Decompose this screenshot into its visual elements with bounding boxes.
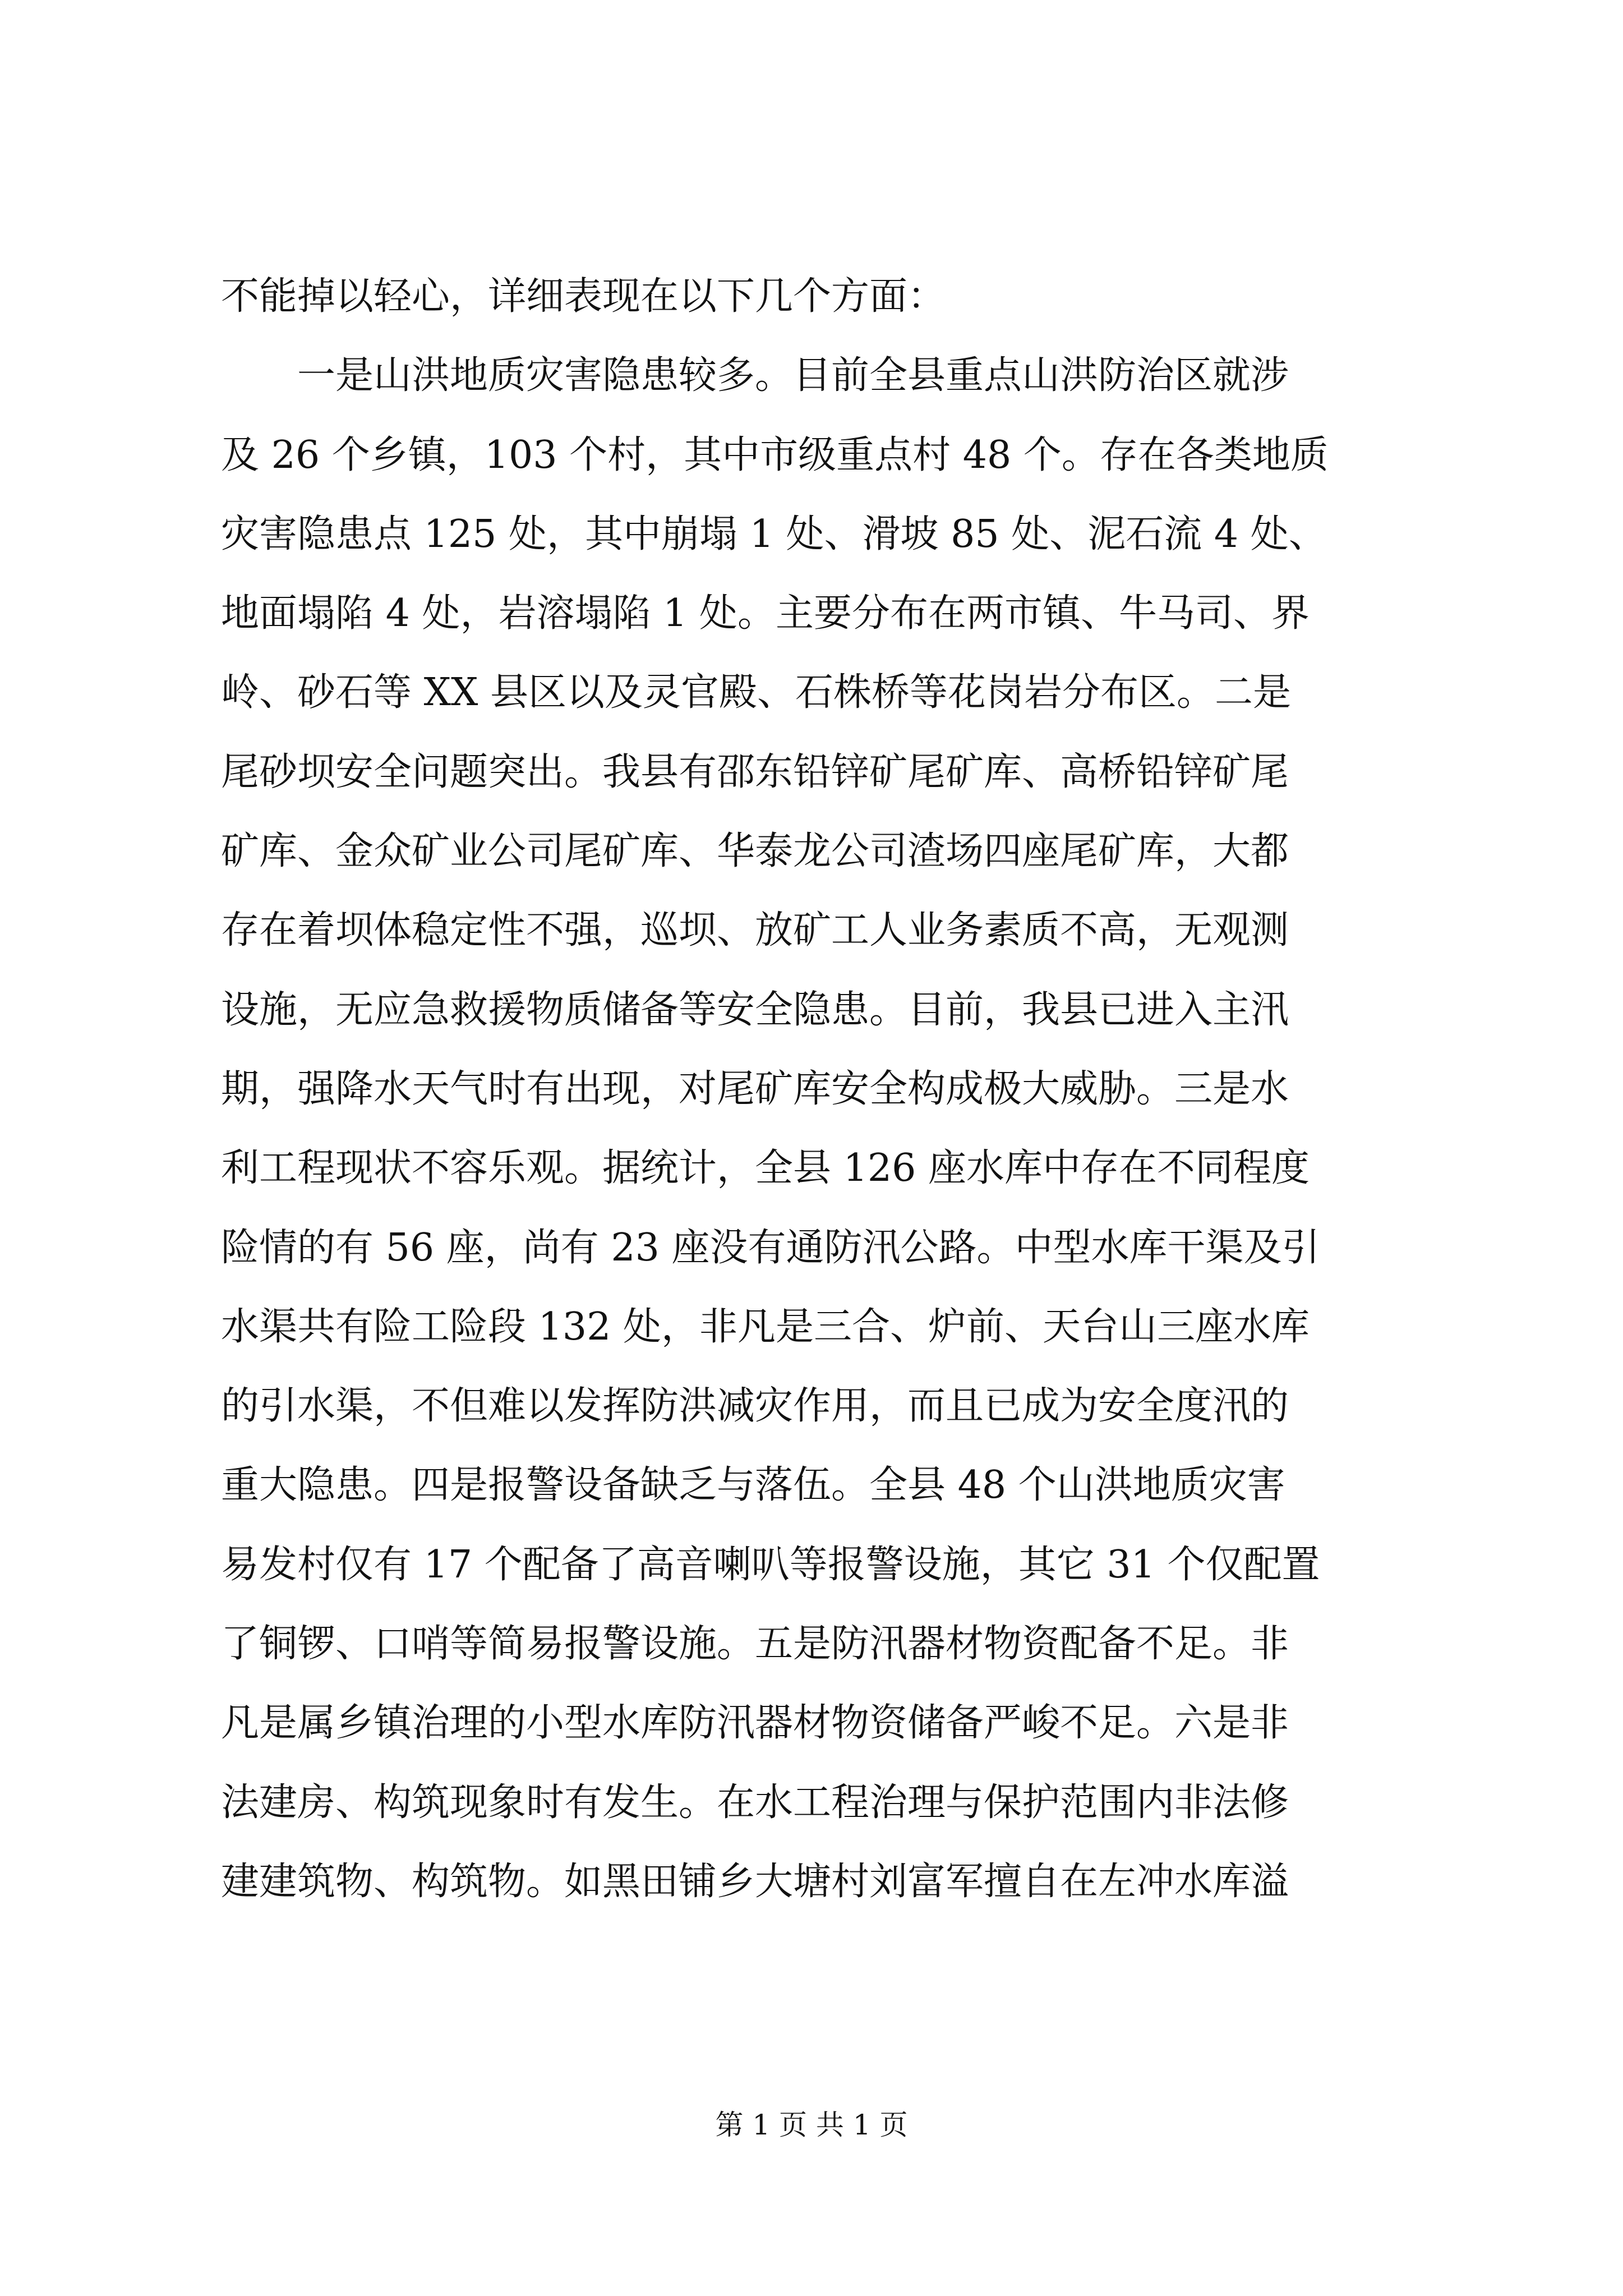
text-line: 及 26 个乡镇，103 个村，其中市级重点村 48 个。存在各类地质 [221, 432, 1329, 477]
text-line: 灾害隐患点 125 处，其中崩塌 1 处、滑坡 85 处、泥石流 4 处、 [221, 512, 1327, 556]
page-footer [0, 2108, 1623, 2142]
text-line: 的引水渠，不但难以发挥防洪减灾作用，而且已成为安全度汛的 [221, 1384, 1289, 1429]
text-line: 了铜锣、口哨等简易报警设施。五是防汛器材物资配备不足。非 [221, 1622, 1289, 1667]
text-line: 设施，无应急救援物质储备等安全隐患。目前，我县已进入主汛 [221, 987, 1289, 1032]
text-line: 一是山洪地质灾害隐患较多。目前全县重点山洪防治区就涉 [221, 353, 1289, 398]
text-line: 法建房、构筑现象时有发生。在水工程治理与保护范围内非法修 [221, 1780, 1289, 1825]
text-line: 利工程现状不容乐观。据统计，全县 126 座水库中存在不同程度 [221, 1146, 1310, 1191]
text-line: 重大隐患。四是报警设备缺乏与落伍。全县 48 个山洪地质灾害 [221, 1463, 1285, 1508]
text-line: 凡是属乡镇治理的小型水库防汛器材物资储备严峻不足。六是非 [221, 1701, 1289, 1746]
text-line: 尾砂坝安全问题突出。我县有邵东铅锌矿尾矿库、高桥铅锌矿尾 [221, 749, 1289, 794]
text-line: 易发村仅有 17 个配备了高音喇叭等报警设施，其它 31 个仅配置 [221, 1542, 1320, 1587]
body-text [221, 257, 1410, 1921]
text-line: 不能掉以轻心，详细表现在以下几个方面： [221, 274, 946, 319]
text-line: 地面塌陷 4 处，岩溶塌陷 1 处。主要分布在两市镇、牛马司、界 [221, 591, 1310, 636]
text-line: 存在着坝体稳定性不强，巡坝、放矿工人业务素质不高，无观测 [221, 908, 1289, 953]
text-line: 建建筑物、构筑物。如黑田铺乡大塘村刘富军擅自在左冲水库溢 [221, 1859, 1289, 1904]
page-number: 第 1 页 共 1 页 [715, 2109, 908, 2141]
text-line: 岭、砂石等 XX 县区以及灵官殿、石株桥等花岗岩分布区。二是 [221, 670, 1292, 715]
text-line: 期，强降水天气时有出现，对尾矿库安全构成极大威胁。三是水 [221, 1066, 1289, 1111]
text-line: 险情的有 56 座，尚有 23 座没有通防汛公路。中型水库干渠及引 [221, 1225, 1320, 1270]
text-line: 矿库、金众矿业公司尾矿库、华泰龙公司渣场四座尾矿库，大都 [221, 829, 1289, 874]
text-line: 水渠共有险工险段 132 处，非凡是三合、炉前、天台山三座水库 [221, 1304, 1310, 1349]
